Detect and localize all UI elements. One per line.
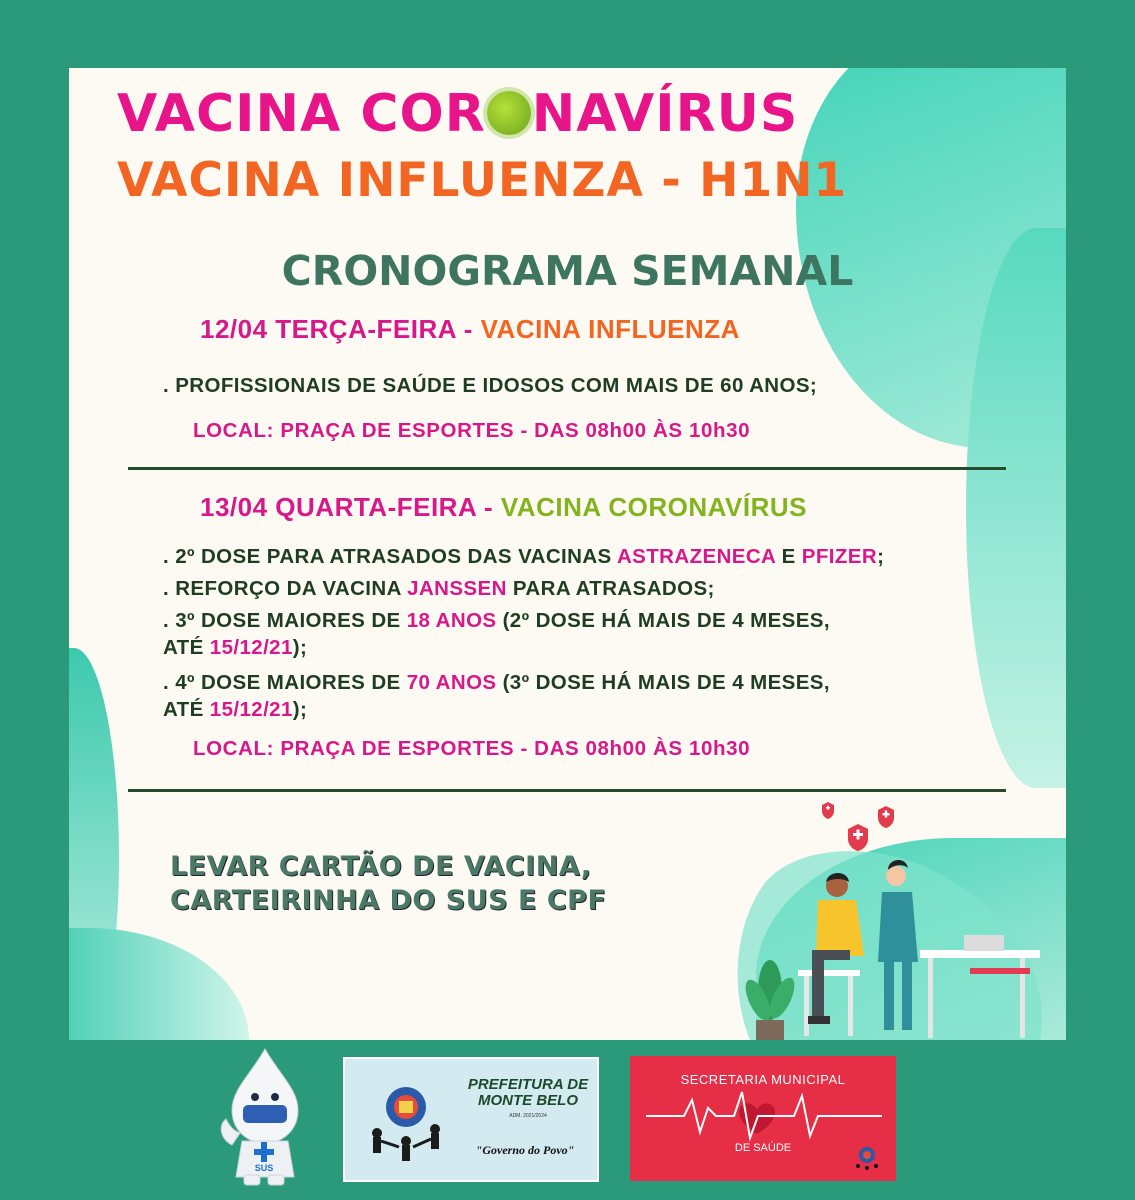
- municipal-emblem-icon: [852, 1144, 882, 1174]
- day2-item-2: . REFORÇO DA VACINA JANSSEN PARA ATRASADOS;: [163, 577, 715, 600]
- day1-heading: 12/04 TERÇA-FEIRA - VACINA INFLUENZA: [200, 314, 740, 344]
- day1-item: . PROFISSIONAIS DE SAÚDE E IDOSOS COM MAIS DE 60 ANOS;: [163, 374, 818, 397]
- sus-label: SUS: [254, 1163, 274, 1173]
- secretaria-saude-logo: [630, 1056, 896, 1181]
- title-coronavirus: VACINA COR NAVÍRUS: [117, 84, 799, 144]
- prefeitura-name: PREFEITURA DE MONTE BELO: [467, 1076, 589, 1109]
- divider: [128, 467, 1006, 470]
- prefeitura-emblem-icon: [359, 1077, 449, 1167]
- day2-item-1: . 2º DOSE PARA ATRASADOS DAS VACINAS ASTRAZENECA E PFIZER;: [163, 545, 885, 568]
- vaccination-illustration: [720, 800, 1060, 1040]
- prefeitura-motto: "Governo do Povo": [475, 1143, 575, 1157]
- prefeitura-adm: ADM. 2021/2024: [509, 1113, 547, 1119]
- heartbeat-icon: [644, 1086, 884, 1146]
- bring-documents-note: LEVAR CARTÃO DE VACINA, CARTEIRINHA DO SUS E CPF: [170, 851, 607, 916]
- sus-mascot-icon: [210, 1045, 320, 1190]
- secretaria-line2: DE SAÚDE: [734, 1142, 792, 1154]
- divider: [128, 789, 1006, 792]
- schedule-heading: CRONOGRAMA SEMANAL: [281, 247, 854, 295]
- day1-location: LOCAL: PRAÇA DE ESPORTES - DAS 08h00 ÀS 10h30: [193, 419, 751, 442]
- prefeitura-logo: [343, 1057, 599, 1182]
- day2-item-3: . 3º DOSE MAIORES DE 18 ANOS (2º DOSE HÁ MAIS DE 4 MESES, ATÉ 15/12/21);: [163, 609, 830, 659]
- day2-item-4: . 4º DOSE MAIORES DE 70 ANOS (3º DOSE HÁ MAIS DE 4 MESES, ATÉ 15/12/21);: [163, 671, 830, 721]
- day2-heading: 13/04 QUARTA-FEIRA - VACINA CORONAVÍRUS: [200, 492, 807, 522]
- decorative-blob: [69, 928, 249, 1040]
- title-influenza: VACINA INFLUENZA - H1N1: [117, 153, 848, 208]
- day2-location: LOCAL: PRAÇA DE ESPORTES - DAS 08h00 ÀS 10h30: [193, 737, 751, 760]
- secretaria-line1: SECRETARIA MUNICIPAL: [680, 1072, 846, 1087]
- medical-cross-icon: [822, 802, 894, 851]
- virus-icon: [487, 91, 531, 135]
